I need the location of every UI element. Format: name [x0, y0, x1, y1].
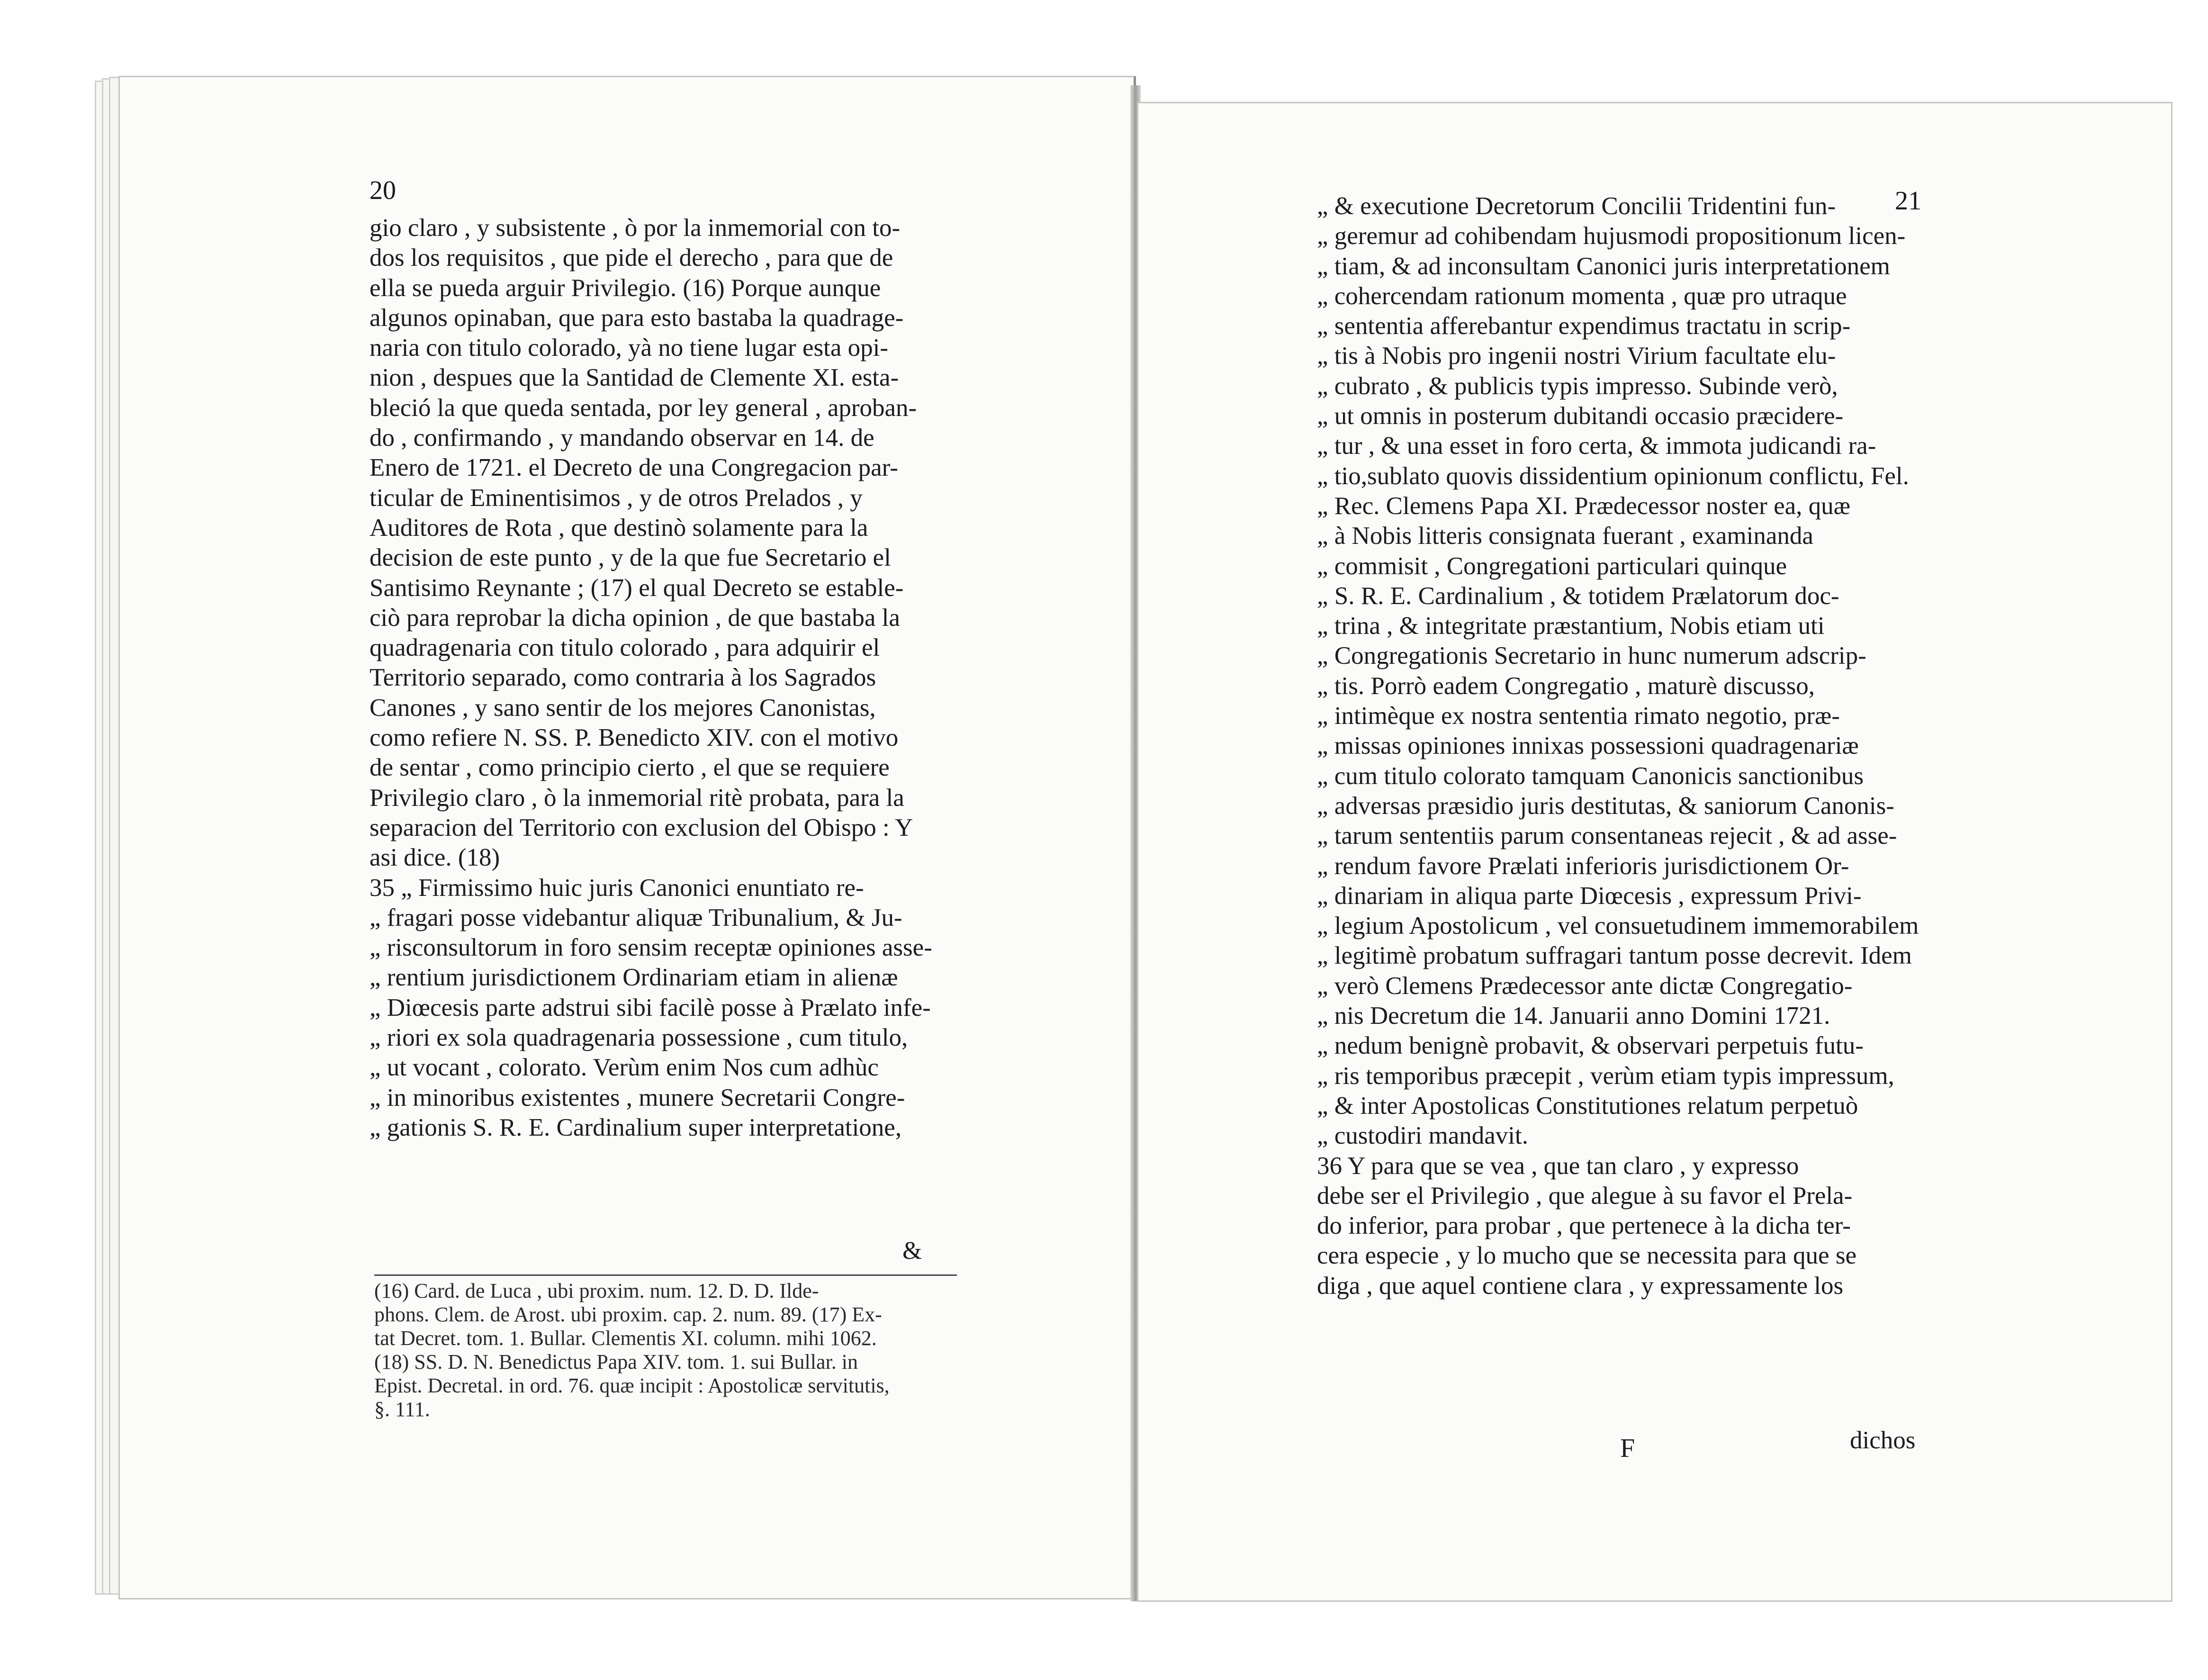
text-line: „ gationis S. R. E. Cardinalium super interpretatione,	[370, 1113, 902, 1141]
text-line: „ tur , & una esset in foro certa, & immota judicandi ra-	[1317, 432, 1876, 460]
text-line: „ riori ex sola quadragenaria possessione , cum titulo,	[370, 1024, 908, 1052]
footnote-line: (16) Card. de Luca , ubi proxim. num. 12. D. D. Ilde-	[374, 1279, 819, 1302]
text-line: „ nedum benignè probavit, & observari perpetuis futu-	[1317, 1032, 1864, 1060]
text-line: „ Diœcesis parte adstrui sibi facilè posse à Prælato infe-	[370, 994, 931, 1021]
text-line: „ custodiri mandavit.	[1317, 1122, 1528, 1150]
text-line: gio claro , y subsistente , ò por la inmemorial con to-	[370, 214, 901, 242]
text-line: Auditores de Rota , que destinò solamente para la	[370, 514, 868, 542]
text-line: „ ris temporibus præcepit , verùm etiam typis impressum,	[1317, 1062, 1894, 1090]
right-page-body	[1317, 191, 1952, 1301]
text-line: decision de este punto , y de la que fue Secretario el	[370, 544, 891, 572]
footnote-line: (18) SS. D. N. Benedictus Papa XIV. tom. 1. sui Bullar. in	[374, 1350, 858, 1373]
left-footnotes	[374, 1279, 890, 1421]
text-line: „ S. R. E. Cardinalium , & totidem Prælatorum doc-	[1317, 582, 1839, 610]
text-line: asi dice. (18)	[370, 844, 500, 872]
text-line: diga , que aquel contiene clara , y expressamente los	[1317, 1272, 1844, 1300]
text-line: „ Rec. Clemens Papa XI. Prædecessor noster ea, quæ	[1317, 492, 1850, 520]
text-line: quadragenaria con titulo colorado , para adquirir el	[370, 634, 880, 662]
text-line: „ verò Clemens Prædecessor ante dictæ Congregatio-	[1317, 972, 1853, 1000]
text-line: do inferior, para probar , que pertenece à la dicha ter-	[1317, 1212, 1851, 1240]
text-line: „ commisit , Congregationi particulari quinque	[1317, 552, 1787, 580]
text-line: „ nis Decretum die 14. Januarii anno Domini 1721.	[1317, 1002, 1830, 1030]
right-catchword: dichos	[1850, 1427, 1916, 1454]
text-line: „ dinariam in aliqua parte Diœcesis , expressum Privi-	[1317, 882, 1862, 910]
text-line: „ risconsultorum in foro sensim receptæ opiniones asse-	[370, 934, 932, 962]
text-line: Territorio separado, como contraria à los Sagrados	[370, 664, 876, 692]
text-line: como refiere N. SS. P. Benedicto XIV. con el motivo	[370, 724, 899, 752]
footnote-rule	[374, 1274, 957, 1276]
footnote-line: tat Decret. tom. 1. Bullar. Clementis XI. column. mihi 1062.	[374, 1327, 877, 1350]
text-line: Privilegio claro , ò la inmemorial ritè probata, para la	[370, 784, 904, 812]
text-line: 36 Y para que se vea , que tan claro , y expresso	[1317, 1152, 1799, 1180]
text-line: algunos opinaban, que para esto bastaba la quadrage-	[370, 304, 904, 332]
footnote-line: Epist. Decretal. in ord. 76. quæ incipit : Apostolicæ servitutis,	[374, 1374, 890, 1397]
text-line: „ legitimè probatum suffragari tantum posse decrevit. Idem	[1317, 942, 1912, 970]
left-catchword: &	[902, 1237, 922, 1265]
text-line: „ & executione Decretorum Concilii Tridentini fun-	[1317, 192, 1836, 220]
text-line: „ sententia afferebantur expendimus tractatu in scrip-	[1317, 312, 1851, 340]
text-line: „ missas opiniones innixas possessioni quadragenariæ	[1317, 732, 1859, 760]
text-line: „ tiam, & ad inconsultam Canonici juris interpretationem	[1317, 252, 1890, 280]
text-line: „ fragari posse videbantur aliquæ Tribunalium, & Ju-	[370, 903, 902, 931]
footnote-line: phons. Clem. de Arost. ubi proxim. cap. 2. num. 89. (17) Ex-	[374, 1303, 882, 1326]
text-line: „ tis à Nobis pro ingenii nostri Virium facultate elu-	[1317, 342, 1836, 370]
text-line: „ cum titulo colorato tamquam Canonicis sanctionibus	[1317, 762, 1864, 790]
text-line: Enero de 1721. el Decreto de una Congregacion par-	[370, 454, 898, 482]
text-line: Canones , y sano sentir de los mejores Canonistas,	[370, 694, 876, 722]
text-line: „ à Nobis litteris consignata fuerant , examinanda	[1317, 522, 1813, 550]
text-line: „ ut omnis in posterum dubitandi occasio præcidere-	[1317, 402, 1844, 430]
text-line: cera especie , y lo mucho que se necessita para que se	[1317, 1242, 1857, 1270]
text-line: ciò para reprobar la dicha opinion , de que bastaba la	[370, 604, 900, 632]
text-line: ticular de Eminentisimos , y de otros Prelados , y	[370, 484, 863, 512]
text-line: debe ser el Privilegio , que alegue à su favor el Prela-	[1317, 1182, 1853, 1210]
text-line: separacion del Territorio con exclusion del Obispo : Y	[370, 813, 913, 841]
text-line: „ tarum sententiis parum consentaneas rejecit , & ad asse-	[1317, 822, 1897, 850]
text-line: „ ut vocant , colorato. Verùm enim Nos cum adhùc	[370, 1054, 879, 1082]
text-line: dos los requisitos , que pide el derecho , para que de	[370, 244, 893, 272]
text-line: „ tio,sublato quovis dissidentium opinionum conflictu, Fel.	[1317, 462, 1909, 490]
text-line: ella se pueda arguir Privilegio. (16) Porque aunque	[370, 274, 881, 302]
text-line: naria con titulo colorado, yà no tiene lugar esta opi-	[370, 334, 888, 362]
text-line: „ rentium jurisdictionem Ordinariam etiam in alienæ	[370, 964, 898, 992]
text-line: „ adversas præsidio juris destitutas, & saniorum Canonis-	[1317, 792, 1894, 820]
signature-mark: F	[1620, 1434, 1635, 1463]
text-line: „ intimèque ex nostra sententia rimato negotio, præ-	[1317, 702, 1840, 730]
text-line: „ legium Apostolicum , vel consuetudinem immemorabilem	[1317, 912, 1919, 940]
text-line: nion , despues que la Santidad de Clemente XI. esta-	[370, 364, 899, 392]
right-page-number: 21	[1895, 186, 1921, 216]
text-line: do , confirmando , y mandando observar en 14. de	[370, 424, 874, 452]
text-line: „ & inter Apostolicas Constitutiones relatum perpetuò	[1317, 1092, 1858, 1120]
text-line: de sentar , como principio cierto , el que se requiere	[370, 754, 890, 782]
text-line: bleció la que queda sentada, por ley general , aproban-	[370, 394, 917, 422]
text-line: „ rendum favore Prælati inferioris jurisdictionem Or-	[1317, 852, 1849, 880]
text-line: „ trina , & integritate præstantium, Nobis etiam uti	[1317, 612, 1825, 640]
text-line: „ geremur ad cohibendam hujusmodi propositionum licen-	[1317, 222, 1906, 250]
text-line: 35 „ Firmissimo huic juris Canonici enuntiato re-	[370, 874, 864, 902]
text-line: Santisimo Reynante ; (17) el qual Decreto se estable-	[370, 574, 904, 602]
text-line: „ cubrato , & publicis typis impresso. Subinde verò,	[1317, 372, 1838, 400]
text-line: „ Congregationis Secretario in hunc numerum adscrip-	[1317, 642, 1866, 670]
footnote-line: §. 111.	[374, 1398, 430, 1421]
text-line: „ in minoribus existentes , munere Secretarii Congre-	[370, 1084, 905, 1111]
text-line: „ tis. Porrò eadem Congregatio , maturè discusso,	[1317, 672, 1815, 700]
text-line: „ cohercendam rationum momenta , quæ pro utraque	[1317, 282, 1847, 310]
left-page-body	[370, 213, 966, 1143]
left-page-number: 20	[370, 176, 396, 205]
